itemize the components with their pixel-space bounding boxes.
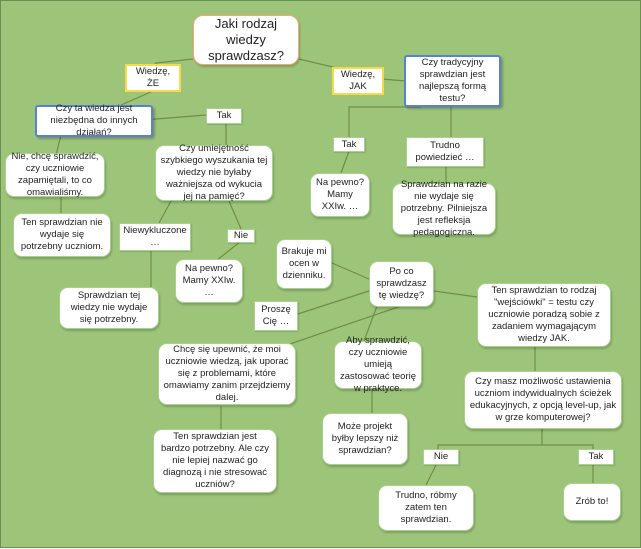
- trudno-powiedziec-node: Trudno powiedzieć …: [406, 137, 484, 167]
- bardzo-potrzebny-node: Ten sprawdzian jest bardzo potrzebny. Ale czy nie lepiej nazwać go diagnozą i nie stresować uczniów?: [153, 429, 277, 493]
- na-razie-node: Sprawdzian na razie nie wydaje się potrzebny. Pilniejsza jest refleksja pedagogiczna.: [392, 183, 496, 235]
- question-tradycyjny-node: Czy tradycyjny sprawdzian jest najlepszą formą testu?: [404, 55, 501, 107]
- tak-label-2: Tak: [333, 137, 365, 152]
- nie-label-2: Nie: [423, 449, 459, 465]
- question-po-co-node: Po co sprawdzasz tę wiedzę?: [369, 261, 434, 307]
- sprawdzian-tej-wiedzy-node: Sprawdzian tej wiedzy nie wydaje się potrzebny.: [59, 287, 159, 329]
- question-mozliwosc-node: Czy masz możliwość ustawienia uczniom indywidualnych ścieżek edukacyjnych, z opcją level-up, jak w grze komputerowej?: [464, 371, 622, 429]
- zrob-to-node: Zrób to!: [563, 483, 621, 521]
- title-node: Jaki rodzaj wiedzy sprawdzasz?: [193, 15, 299, 65]
- ten-sprawdzian-nie-potrzebny-node: Ten sprawdzian nie wydaje się potrzebny uczniom.: [13, 213, 111, 257]
- wejsciowki-node: Ten sprawdzian to rodzaj "wejściówki" = testu czy uczniowie poradzą sobie z zadaniem wymagającym wiedzy JAK.: [477, 283, 611, 347]
- question-umiejetnosc-node: Czy umiejętność szybkiego wyszukania tej wiedzy nie byłaby ważniejsza od wykucia jej na pamięć?: [155, 145, 273, 201]
- tak-label-1: Tak: [206, 108, 242, 124]
- brakuje-ocen-node: Brakuje mi ocen w dzienniku.: [276, 239, 332, 289]
- na-pewno-node-1: Na pewno? Mamy XXIw. …: [175, 259, 243, 303]
- aby-sprawdzic-node: Aby sprawdzić, czy uczniowie umieją zastosować teorię w praktyce.: [334, 341, 422, 389]
- niewykluczone-node: Niewykluczone …: [119, 223, 191, 251]
- moze-projekt-node: Może projekt byłby lepszy niż sprawdzian?: [322, 413, 408, 465]
- nie-chce-node: Nie, chcę sprawdzić, czy uczniowie zapamiętali, to co omawialiśmy.: [5, 153, 105, 197]
- prosze-node: Proszę Cię …: [254, 301, 298, 331]
- tak-label-3: Tak: [578, 449, 614, 465]
- wiedze-jak-node: Wiedzę, JAK: [332, 67, 384, 95]
- question-niezbedna-node: Czy ta wiedza jest niezbędna do innych działań?: [35, 105, 153, 137]
- trudno-robmy-node: Trudno, róbmy zatem ten sprawdzian.: [378, 485, 474, 531]
- na-pewno-node-2: Na pewno? Mamy XXIw. …: [310, 173, 370, 217]
- chce-upewnic-node: Chcę się upewnić, że moi uczniowie wiedzą, jak uporać się z problemami, które omawiamy zanim przejdziemy dalej.: [158, 343, 296, 405]
- wiedze-ze-node: Wiedzę, ŻE: [125, 64, 181, 92]
- nie-label-1: Nie: [227, 229, 255, 243]
